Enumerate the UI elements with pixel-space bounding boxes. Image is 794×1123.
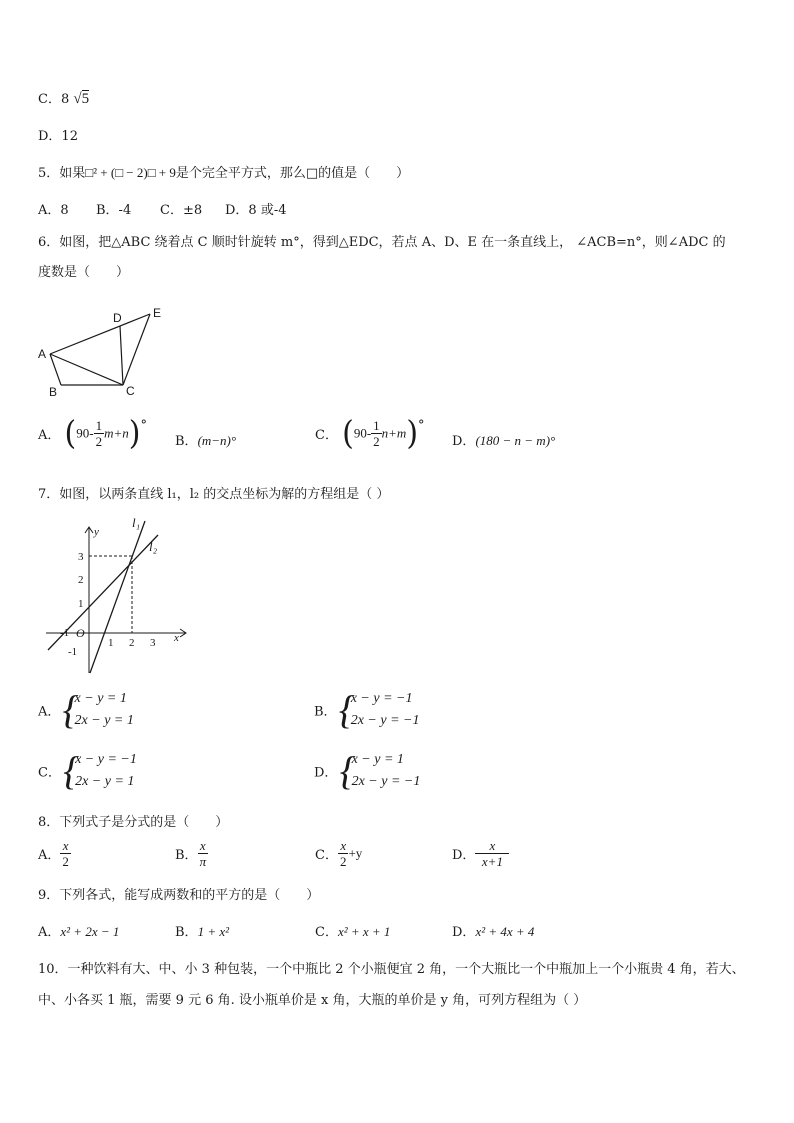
q6-label-a: A (38, 347, 47, 361)
q5-option-d: D．8 或-4 (225, 203, 287, 218)
q6-option-d: D．(180 − n − m)° (452, 433, 556, 449)
q4-option-c: C．8 √5 (38, 91, 90, 107)
q9-option-a: A．x² + 2x − 1 (38, 924, 120, 940)
q7-origin: O (76, 626, 85, 640)
q6-label-b: B (49, 385, 58, 398)
q8-option-b: B． $\frac{x}{\pi}$ (175, 838, 207, 869)
q6-option-b: B．(m−n)° (175, 433, 237, 449)
q5-option-a: A．8 (38, 203, 69, 218)
q9-stem: 9．下列各式，能写成两数和的平方的是（ ） (38, 888, 320, 903)
q7-xtick-1: 1 (108, 637, 114, 649)
q7-xtick-2: 2 (129, 637, 135, 649)
q8-option-d: D． $\frac{x}{x+1}$ (452, 838, 509, 869)
q6-segment-ac (50, 354, 123, 385)
q6-option-a: A． (90- $\frac{1}{2}$ m+n)° (38, 413, 147, 453)
q6-segment-ec (123, 314, 150, 385)
q9-option-d: D．x² + 4x + 4 (452, 924, 535, 940)
q4-option-d: D．12 (38, 129, 78, 144)
q9-option-c: C．x² + x + 1 (315, 924, 391, 940)
q7-xtick-neg1: -1 (60, 627, 70, 639)
q10-stem-line1: 10．一种饮料有大、中、小 3 种包装，一个中瓶比 2 个小瓶便宜 2 角，一个大瓶比一个中瓶加上一个小瓶贵 4 角，若大、 (38, 962, 745, 977)
q7-option-d: D． { x − y = 1 2x − y = −1 (314, 749, 420, 793)
q8-option-c: C． $\frac{x}{2}$ +y (315, 838, 363, 869)
q6-label-e: E (153, 306, 162, 320)
q10-stem-line2: 中、小各买 1 瓶，需要 9 元 6 角. 设小瓶单价是 x 角，大瓶的单价是 y 角，可列方程组为（ ） (38, 993, 587, 1008)
q6-segment-dc (120, 326, 123, 385)
q7-ytick-neg1: -1 (68, 646, 78, 658)
q7-xtick-3: 3 (150, 637, 156, 649)
q6-segment-ae (50, 314, 150, 354)
q6-segment-ab (50, 354, 61, 385)
q7-x-label: x (174, 632, 179, 644)
q6-label-c: C (126, 384, 135, 398)
q7-y-label: y (94, 526, 99, 538)
q8-option-a: A． $\frac{x}{2}$ (38, 838, 69, 869)
q6-stem-line2: 度数是（ ） (38, 265, 130, 280)
q7-l1-label: l₁ (132, 515, 141, 530)
q7-l2-label: l₂ (149, 539, 158, 554)
q7-graph (36, 513, 196, 678)
q7-ytick-2: 2 (78, 574, 84, 586)
q7-option-b: B． { x − y = −1 2x − y = −1 (314, 688, 419, 732)
q5-option-b: B．-4 (96, 203, 132, 218)
q5-option-c: C．±8 (160, 203, 203, 218)
q6-figure (30, 302, 180, 398)
q6-option-c: C． (90- $\frac{1}{2}$ n+m)° (315, 413, 425, 453)
q9-option-b: B．1 + x² (175, 924, 230, 940)
q7-option-c: C． { x − y = −1 2x − y = 1 (38, 749, 137, 793)
q5-stem: 5．如果□² + (□ − 2)□ + 9是个完全平方式，那么□的值是（ ） (38, 165, 410, 181)
q7-ytick-3: 3 (78, 551, 84, 563)
q6-label-d: D (113, 311, 122, 325)
q8-stem: 8．下列式子是分式的是（ ） (38, 815, 229, 830)
q7-ytick-1: 1 (78, 598, 84, 610)
q6-stem-line1: 6．如图，把△ABC 绕着点 C 顺时针旋转 m°，得到△EDC，若点 A、D、E 在一条直线上， ∠ACB=n°，则∠ADC 的 (38, 235, 726, 250)
q7-stem: 7．如图，以两条直线 l₁，l₂ 的交点坐标为解的方程组是（ ） (38, 487, 390, 502)
q7-option-a: A． { x − y = 1 2x − y = 1 (38, 688, 134, 732)
